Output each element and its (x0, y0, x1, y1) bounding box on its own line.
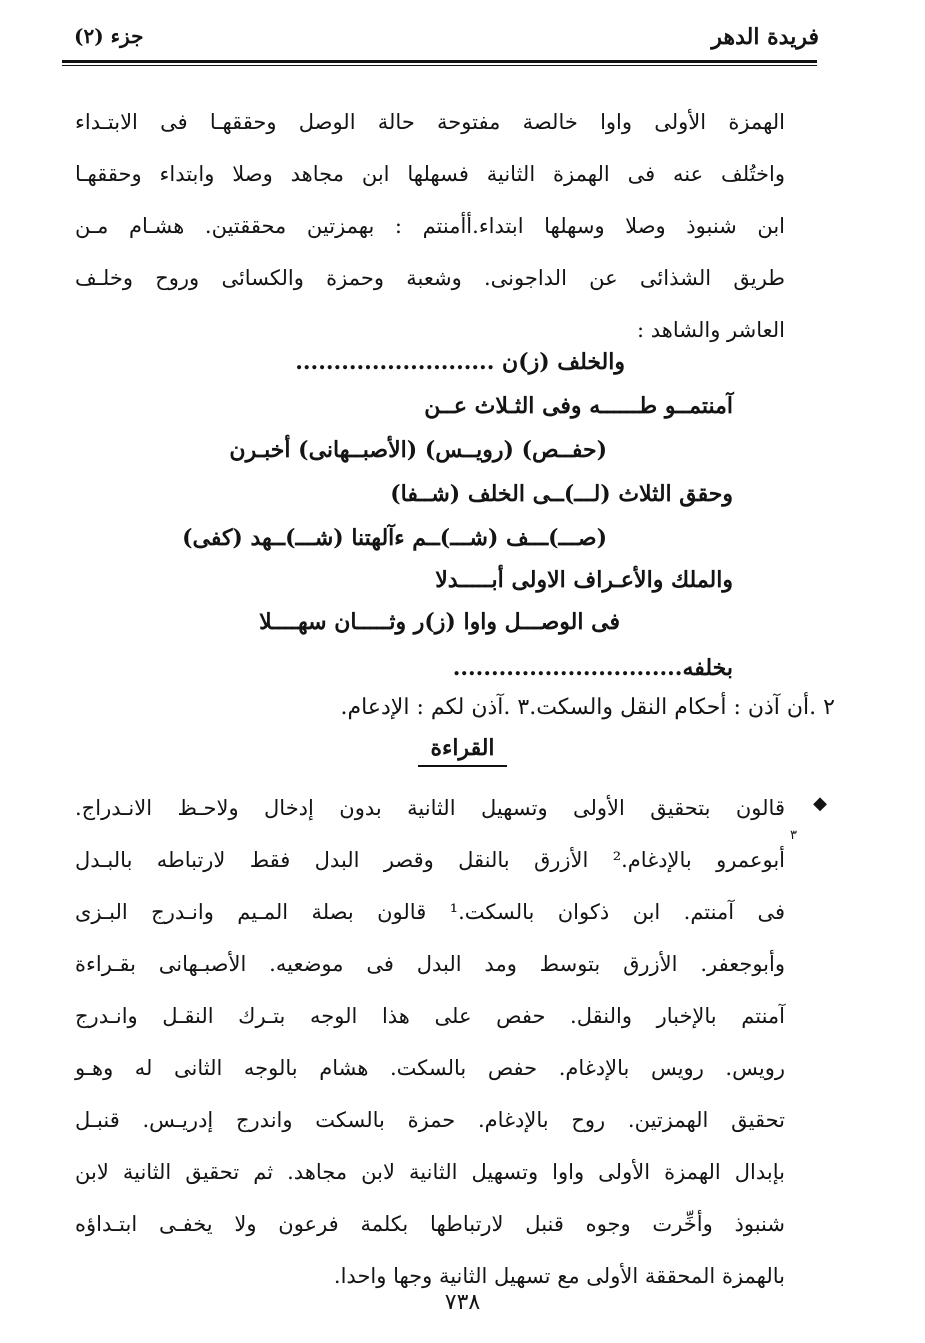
header-rule (62, 60, 817, 63)
footnote-item: ٢ .أن آذن : أحكام النقل والسكت.٣ .آذن لكم : الإدعام. (340, 695, 835, 720)
poem-verse: آمنتمــو طــــــه وفى الثـلاث عــن (424, 393, 733, 419)
paragraph-line: قالون بتحقيق الأولى وتسهيل الثانية بدون إدخال ولاحـظ الانـدراج. (75, 796, 785, 820)
running-title: فريدة الدهر (711, 24, 819, 50)
paragraph-line: بالهمزة المحققة الأولى مع تسهيل الثانية وجها واحدا. (333, 1264, 785, 1288)
paragraph-line: شنبوذ وأخِّرت وجوه قنبل لارتباطها بكلمة فرعون ولا يخفـى ابتـداؤه (75, 1212, 785, 1236)
paragraph-line: آمنتم بالإخبار والنقل. حفص على هذا الوجه بتـرك النقـل وانـدرج (75, 1004, 785, 1028)
paragraph-line: فى آمنتم. ابن ذكوان بالسكت.¹ قالون بصلة المـيم وانـدرج البـزى (75, 900, 785, 924)
section-heading (0, 735, 925, 761)
poem-verse: فى الوصـــل واوا (ز)ر وثـــــان سهــــلا (259, 609, 620, 635)
poem-verse: وحقق الثلاث (لـــ)ــى الخلف (شــفا) (390, 481, 733, 507)
paragraph-line: ابن شنبوذ وصلا وسهلها ابتداء.أأمنتم : بهمزتين محققتين. هشـام مـن (75, 214, 785, 238)
poem-verse: والخلف (ز)ن .......................... (295, 349, 625, 375)
part-label: جزء (٢) (74, 24, 144, 48)
paragraph-line: العاشر والشاهد : (637, 318, 785, 342)
reading-paragraph (75, 782, 785, 1302)
intro-paragraph (75, 96, 785, 356)
page-number: ٧٣٨ (444, 1290, 481, 1315)
paragraph-line: بإبدال الهمزة الأولى واوا وتسهيل الثانية لابن مجاهد. ثم تحقيق الثانية لابن (75, 1160, 785, 1184)
section-title: القراءة (418, 735, 506, 767)
paragraph-line: الهمزة الأولى واوا خالصة مفتوحة حالة الوصل وحققهـا فى الابتـداء (75, 110, 785, 134)
poem-verse: (صـــ)ـــف (شـــ)ــم ءآلهتنا (شـــ)ــهد (كفى) (182, 525, 607, 551)
poem-verse: بخلفه.............................. (452, 655, 733, 681)
paragraph-line: تحقيق الهمزتين. روح بالإدغام. حمزة بالسكت واندرج إدريـس. قنبـل (75, 1108, 785, 1132)
diamond-bullet-icon: ◆ (813, 793, 827, 814)
paragraph-line: رويس. رويس بالإدغام. حفص بالسكت. هشام بالوجه الثانى له وهـو (75, 1056, 785, 1080)
footnote-marker: ٣ (790, 828, 797, 843)
paragraph-line: وأبوجعفر. الأزرق بتوسط ومد البدل فى موضعيه. الأصبـهانى بقـراءة (75, 952, 785, 976)
poem-verse: (حفــص) (رويــس) (الأصبــهانى) أخبـرن (229, 437, 607, 463)
paragraph-line: طريق الشذائى عن الداجونى. وشعبة وحمزة والكسائى وروح وخلـف (75, 266, 785, 290)
paragraph-line: أبوعمرو بالإدغام.² الأزرق بالنقل وقصر البدل فقط لارتباطه بالبـدل (75, 848, 786, 872)
paragraph-line: واختُلف عنه فى الهمزة الثانية فسهلها ابن مجاهد وصلا وابتداء وحققهـا (75, 162, 785, 186)
poem-verse: والملك والأعـراف الاولى أبـــــدلا (435, 567, 733, 593)
header-rule-thin (62, 65, 817, 66)
